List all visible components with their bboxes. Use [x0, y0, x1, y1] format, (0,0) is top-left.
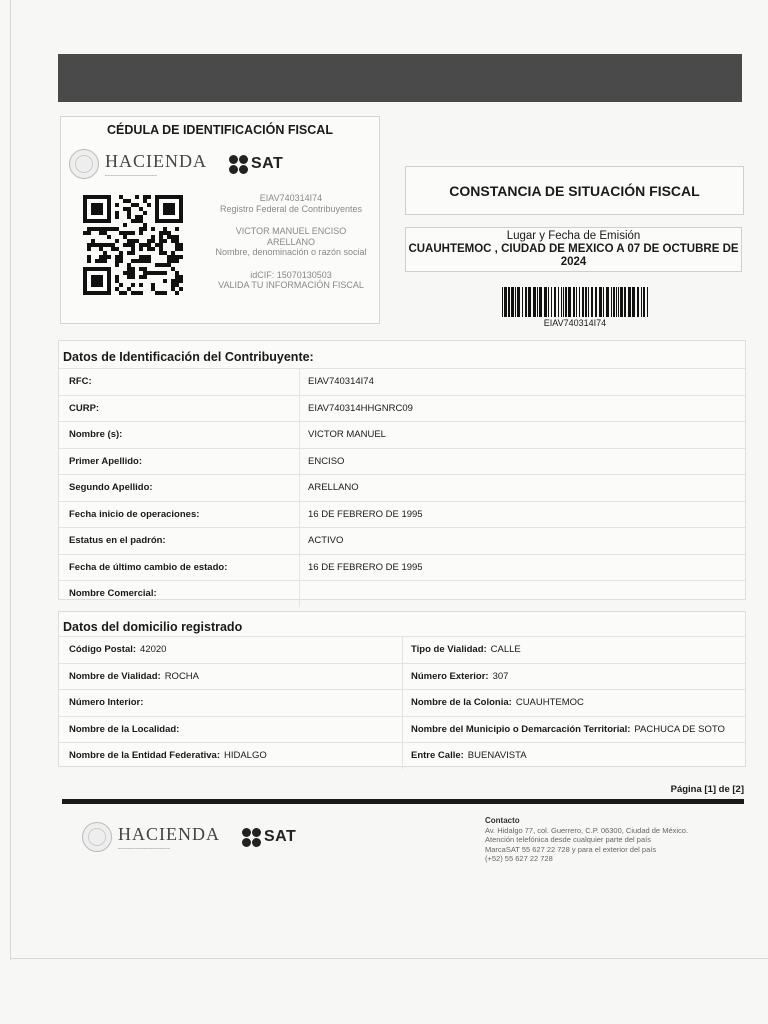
contacto-lines	[485, 826, 745, 864]
seal-icon	[69, 149, 99, 179]
contacto-line: (+52) 55 627 22 728	[485, 854, 553, 863]
table-row	[59, 554, 745, 581]
field-label: Nombre del Municipio o Demarcación Territorial:	[411, 723, 631, 735]
lugar-value: CUAUHTEMOC , CIUDAD DE MEXICO A 07 DE OCTUBRE DE 2024	[408, 243, 739, 268]
field-label: Tipo de Vialidad:	[411, 644, 487, 656]
cedula-name-caption: Nombre, denominación o razón social	[215, 247, 367, 257]
field-value: VICTOR MANUEL	[308, 429, 386, 441]
domicilio-table	[59, 636, 745, 769]
constancia-title: CONSTANCIA DE SITUACIÓN FISCAL	[405, 166, 744, 215]
section-contribuyente	[58, 340, 746, 600]
hacienda-logo: HACIENDA	[105, 150, 207, 171]
field-value: 307	[492, 670, 509, 682]
field-label: Estatus en el padrón:	[59, 528, 300, 554]
table-row	[59, 636, 745, 663]
field-label: Nombre de Vialidad:	[69, 670, 161, 682]
address-field	[59, 637, 402, 663]
hacienda-subtitle-decoration: ━━━━━━━━━━━━━━━━━━	[105, 172, 158, 178]
field-label: Nombre Comercial:	[59, 581, 300, 607]
contacto-title: Contacto	[485, 816, 520, 825]
field-value: EIAV740314HHGNRC09	[308, 402, 413, 414]
address-field	[59, 664, 402, 690]
footer-sat-logo	[242, 828, 296, 847]
field-label: Primer Apellido:	[59, 449, 300, 475]
footer-seal-icon	[82, 822, 112, 852]
field-label: RFC:	[59, 369, 300, 395]
section-domicilio	[58, 611, 746, 767]
field-value: BUENAVISTA	[467, 750, 527, 762]
cedula-valida: VALIDA TU INFORMACIÓN FISCAL	[218, 280, 364, 290]
field-value: EIAV740314I74	[308, 376, 374, 388]
lugar-label: Lugar y Fecha de Emisión	[506, 230, 641, 242]
address-field	[402, 690, 745, 716]
contacto-line: MarcaSAT 55 627 22 728 y para el exterior del país	[485, 844, 657, 854]
table-row	[59, 663, 745, 690]
field-value: ROCHA	[164, 670, 199, 682]
section-contribuyente-title: Datos de Identificación del Contribuyente:	[63, 350, 314, 364]
table-row	[59, 527, 745, 554]
cedula-rfc-caption: Registro Federal de Contribuyentes	[219, 203, 363, 214]
field-value: HIDALGO	[223, 750, 267, 762]
footer-sat-logo-text: SAT	[264, 828, 297, 845]
sat-logo-text: SAT	[251, 155, 284, 172]
header-bar	[58, 54, 742, 102]
sat-logo	[229, 155, 283, 174]
field-label: Entre Calle:	[411, 750, 464, 762]
field-label: Código Postal:	[69, 644, 137, 656]
cedula-rfc: EIAV740314I74	[259, 193, 323, 203]
section-domicilio-title: Datos del domicilio registrado	[63, 620, 243, 634]
cedula-card	[60, 116, 380, 324]
field-label: Fecha de último cambio de estado:	[59, 555, 300, 581]
field-label: Número Exterior:	[411, 670, 489, 682]
field-value: ARELLANO	[308, 482, 359, 494]
barcode	[502, 287, 648, 317]
contacto-block	[485, 816, 745, 864]
qr-code	[81, 195, 185, 295]
field-label: Nombre de la Localidad:	[69, 723, 180, 735]
table-row	[59, 474, 745, 501]
field-value: PACHUCA DE SOTO	[634, 723, 725, 735]
contacto-line: Atención telefónica desde cualquier parte del país	[485, 835, 651, 844]
address-field	[59, 690, 402, 716]
footer-divider	[62, 799, 744, 804]
field-label: Segundo Apellido:	[59, 475, 300, 501]
footer-hacienda-subtitle-decoration: ━━━━━━━━━━━━━━━━━━	[118, 845, 171, 851]
field-value: CUAUHTEMOC	[515, 697, 584, 709]
address-field	[402, 664, 745, 690]
field-label: Nombre de la Entidad Federativa:	[69, 750, 220, 762]
cedula-idcif: idCIF: 15070130503	[250, 269, 332, 280]
address-field	[402, 637, 745, 663]
footer-hacienda-logo: HACIENDA	[118, 823, 220, 844]
field-value: CALLE	[490, 644, 521, 656]
address-field	[402, 743, 745, 769]
page-edge	[10, 0, 11, 960]
table-row	[59, 742, 745, 769]
field-label: Nombre de la Colonia:	[411, 697, 512, 709]
page-bottom-edge	[10, 958, 768, 959]
field-value: 42020	[140, 644, 167, 656]
table-row	[59, 716, 745, 743]
footer-logos	[82, 822, 296, 852]
cedula-info	[211, 193, 371, 291]
address-field	[59, 743, 402, 769]
table-row	[59, 580, 745, 607]
contribuyente-table	[59, 368, 745, 607]
field-label: Fecha inicio de operaciones:	[59, 502, 300, 528]
table-row	[59, 421, 745, 448]
field-value: ACTIVO	[308, 535, 344, 547]
lugar-fecha-box	[405, 227, 742, 272]
contacto-line: Av. Hidalgo 77, col. Guerrero, C.P. 06300, Ciudad de México.	[485, 825, 689, 835]
page-number: Página [1] de [2]	[670, 784, 744, 795]
table-row	[59, 689, 745, 716]
field-label: Número Interior:	[69, 697, 144, 709]
address-field	[59, 717, 402, 743]
table-row	[59, 448, 745, 475]
table-row	[59, 501, 745, 528]
sat-dots-icon	[229, 155, 248, 174]
field-label: Nombre (s):	[59, 422, 300, 448]
cedula-logos	[69, 147, 283, 181]
table-row	[59, 395, 745, 422]
table-row	[59, 368, 745, 395]
barcode-text: EIAV740314I74	[543, 318, 607, 328]
field-label: CURP:	[59, 396, 300, 422]
address-field	[402, 717, 745, 743]
cedula-name: VICTOR MANUEL ENCISO ARELLANO	[235, 226, 347, 247]
field-value: ENCISO	[308, 455, 345, 467]
field-value: 16 DE FEBRERO DE 1995	[308, 561, 423, 573]
field-value: 16 DE FEBRERO DE 1995	[308, 508, 423, 520]
footer-sat-dots-icon	[242, 828, 261, 847]
cedula-title: CÉDULA DE IDENTIFICACIÓN FISCAL	[107, 123, 333, 137]
